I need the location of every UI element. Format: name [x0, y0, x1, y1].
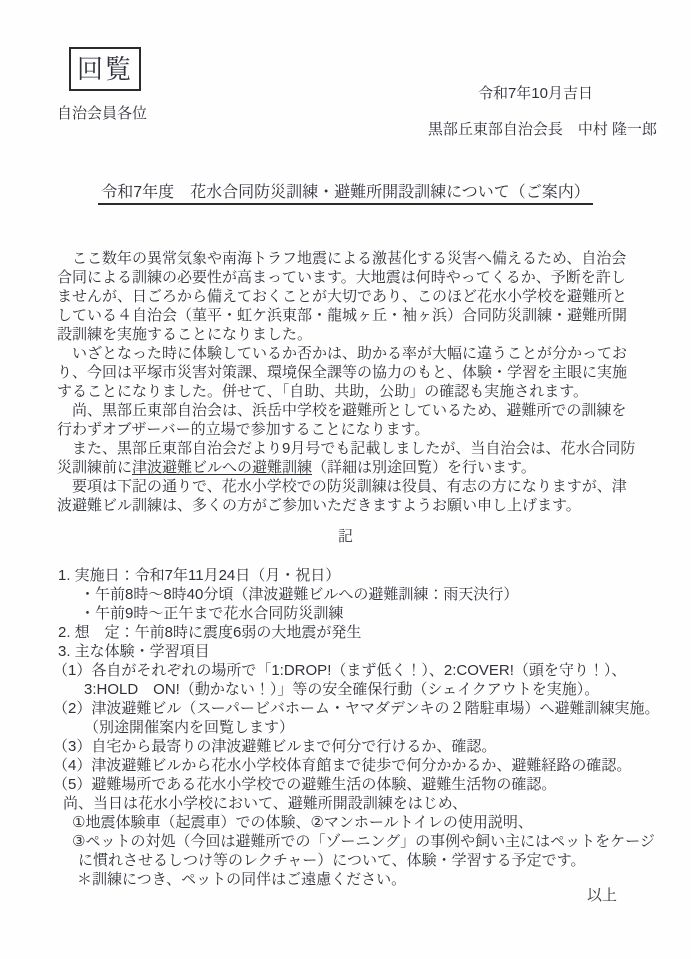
notes-line: （4）津波避難ビルから花水小学校体育館まで徒歩で何分かかるか、避難経路の確認。	[53, 757, 632, 774]
kairan-circulation-stamp	[69, 47, 141, 91]
notes-line: ・午前9時～正午まで花水合同防災訓練	[80, 605, 344, 622]
notes-line: ①地震体験車（起震車）での体験、②マンホールトイレの使用説明、	[72, 814, 533, 831]
paragraph-1: ここ数年の異常気象や南海トラフ地震による激甚化する災害へ備えるため、自治会合同による訓練の必要性が高まっています。大地震は何時やってくるか、予断を許しませんが、日ごろから備えておくことが大切であり、このほど花水小学校を避難所としている４自治会（菫平・虹ケ浜東部・龍城ヶ丘・袖ヶ浜）合同防災訓練・避難所開設訓練を実施することになりました。	[57, 250, 628, 343]
underlined-phrase-tsunami-drill: 津波避難ビルへの避難訓練	[132, 459, 313, 476]
notes-line: （5）避難場所である花水小学校での避難生活の体験、避難生活物の確認。	[53, 776, 557, 793]
closing-ijou: 以上	[586, 887, 617, 904]
notes-line: 3. 主な体験・学習項目	[58, 643, 210, 660]
document-title	[0, 181, 691, 205]
notes-line: 2. 想 定：午前8時に震度6弱の大地震が発生	[58, 624, 362, 641]
notes-line: ＊訓練につき、ペットの同伴はご遠慮ください。	[77, 871, 407, 888]
paragraph-2: いざとなった時に体験しているか否かは、助かる率が大幅に違うことが分かっており、今回は平塚市災害対策課、環境保全課等の協力のもと、体験・学習を主眼に実施することになりました。併せて、「自助、共助，公助」の確認も実施されます。	[57, 345, 628, 400]
notes-line: 1. 実施日：令和7年11月24日（月・祝日）	[58, 567, 341, 584]
notes-line: （3）自宅から最寄りの津波避難ビルまで何分で行けるか、確認。	[53, 738, 497, 755]
notes-line: に慣れさせるしつけ等のレクチャー）について、体験・学習する予定です。	[78, 852, 586, 869]
paragraph-4-post: （詳細は別途回覧）を行います。	[312, 459, 536, 476]
notes-line: （1）各自がそれぞれの場所で「1:DROP!（まず低く！）、2:COVER!（頭を守り！）、	[53, 662, 627, 679]
notes-line: （別途開催案内を回覧します）	[84, 719, 295, 736]
notes-line: 3:HOLD ON!（動かない！）」等の安全確保行動（シェイクアウトを実施）。	[84, 681, 600, 698]
notes-line: （2）津波避難ビル（スーパービバホーム・ヤマダデンキの２階駐車場）へ避難訓練実施。	[53, 700, 660, 717]
sender-line: 黒部丘東部自治会長 中村 隆一郎	[427, 121, 657, 138]
paragraph-3: 尚、黒部丘東部自治会は、浜岳中学校を避難所としているため、避難所での訓練を行わずオブザーバー的立場で参加することになります。	[57, 402, 627, 438]
notes-line: ・午前8時～8時40分頃（津波避難ビルへの避難訓練：雨天決行）	[80, 586, 519, 603]
body-paragraphs	[57, 249, 639, 515]
notes-line: 尚、当日は花水小学校において、避難所開設訓練をはじめ、	[63, 795, 468, 812]
recipient-line: 自治会員各位	[57, 105, 148, 122]
paragraph-4	[57, 439, 639, 477]
paragraph-5: 要項は下記の通りで、花水小学校での防災訓練は役員、有志の方になりますが、津波避難ビル訓練は、多くの方がご参加いただきますようお願い申し上げます。	[57, 478, 627, 514]
kairan-label: 回覧	[76, 54, 133, 84]
document-date: 令和7年10月吉日	[477, 85, 593, 102]
paragraph-4-pre: また、黒部丘東部自治会だより9月号でも記載しましたが、当自治会は、花水合同防災訓練前に	[57, 440, 636, 476]
record-marker-ki: 記	[337, 528, 353, 545]
document-title-text: 令和7年度 花水合同防災訓練・避難所開設訓練について（ご案内）	[98, 184, 593, 205]
notes-list	[53, 566, 661, 889]
notes-line: ③ペットの対処（今回は避難所での「ゾーニング」の事例や飼い主にはペットをケージ	[72, 833, 655, 850]
